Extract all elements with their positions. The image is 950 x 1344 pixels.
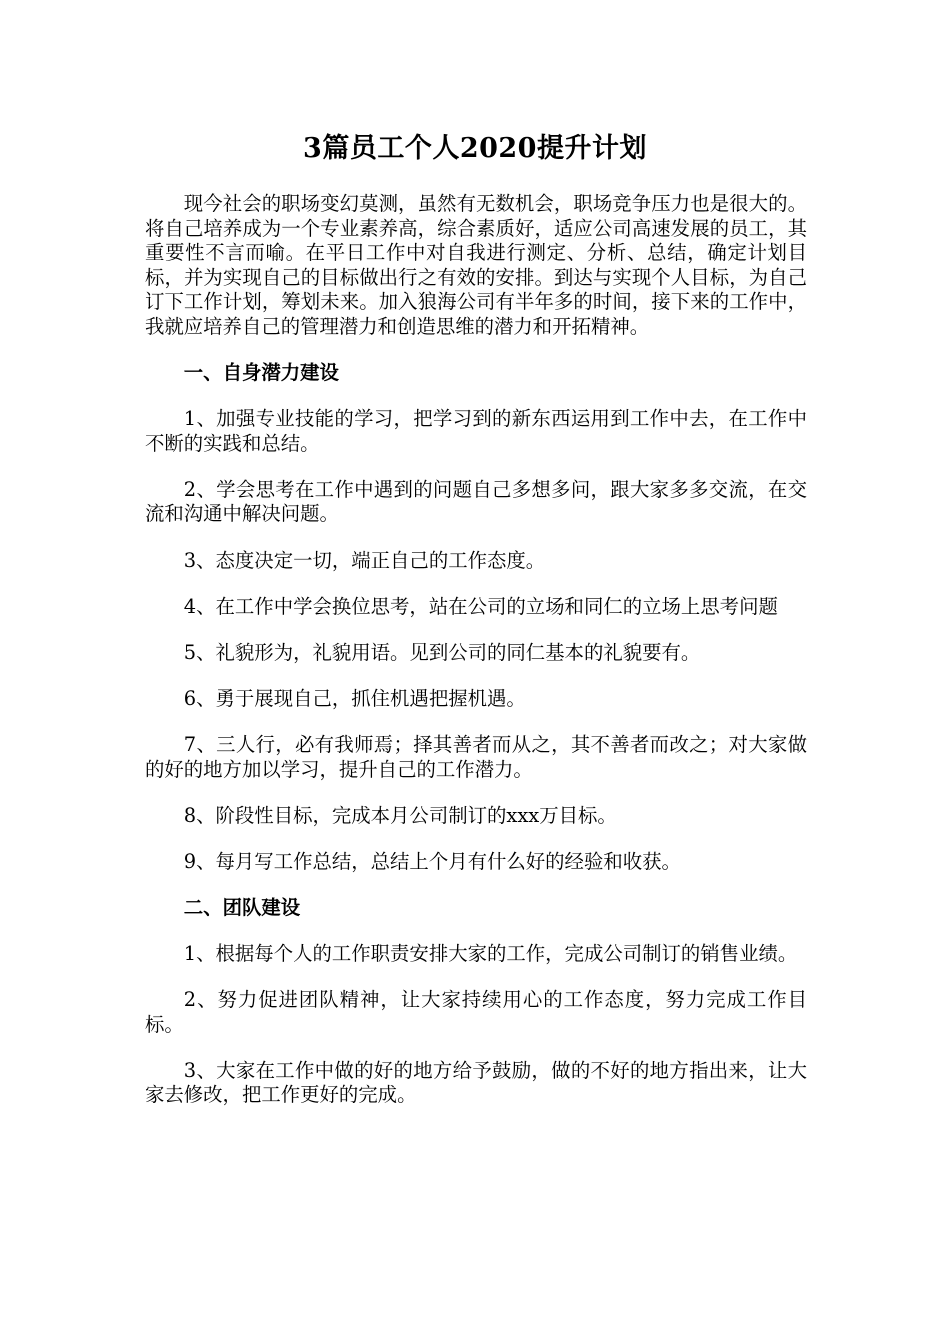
document-title: 3篇员工个人2020提升计划 bbox=[303, 133, 647, 164]
list-item: 2、努力促进团队精神，让大家持续用心的工作态度，努力完成工作目标。 bbox=[145, 987, 807, 1036]
section-heading-1: 一、自身潜力建设 bbox=[183, 361, 339, 385]
intro-paragraph: 现今社会的职场变幻莫测，虽然有无数机会，职场竞争压力也是很大的。将自己培养成为一个专业素养高，综合素质好，适应公司高速发展的员工，其重要性不言而喻。在平日工作中对自我进行测定、分析、总结，确定计划目标，并为实现自己的目标做出行之有效的安排。到达与实现个人目标，为自己订下工作计划，筹划未来。加入狼海公司有半年多的时间，接下来的工作中，我就应培养自己的管理潜力和创造思维的潜力和开拓精神。 bbox=[145, 192, 807, 338]
list-item: 9、每月写工作总结，总结上个月有什么好的经验和收获。 bbox=[183, 849, 681, 873]
list-item: 2、学会思考在工作中遇到的问题自己多想多问，跟大家多多交流，在交流和沟通中解决问题。 bbox=[145, 477, 807, 526]
list-item: 1、根据每个人的工作职责安排大家的工作，完成公司制订的销售业绩。 bbox=[183, 941, 798, 965]
list-item: 1、加强专业技能的学习，把学习到的新东西运用到工作中去，在工作中不断的实践和总结。 bbox=[145, 407, 807, 455]
list-item: 7、三人行，必有我师焉；择其善者而从之，其不善者而改之；对大家做的好的地方加以学习，提升自己的工作潜力。 bbox=[145, 732, 807, 781]
list-item: 8、阶段性目标，完成本月公司制订的xxx万目标。 bbox=[183, 803, 617, 827]
list-item: 3、态度决定一切，端正自己的工作态度。 bbox=[183, 548, 546, 572]
section-heading-2: 二、团队建设 bbox=[183, 895, 301, 919]
list-item: 3、大家在工作中做的好的地方给予鼓励，做的不好的地方指出来，让大家去修改，把工作更好的完成。 bbox=[145, 1058, 807, 1107]
document-body bbox=[145, 192, 807, 1108]
list-item: 6、勇于展现自己，抓住机遇把握机遇。 bbox=[183, 686, 526, 710]
list-item: 4、在工作中学会换位思考，站在公司的立场和同仁的立场上思考问题 bbox=[183, 594, 778, 618]
list-item: 5、礼貌形为，礼貌用语。见到公司的同仁基本的礼貌要有。 bbox=[183, 640, 701, 664]
